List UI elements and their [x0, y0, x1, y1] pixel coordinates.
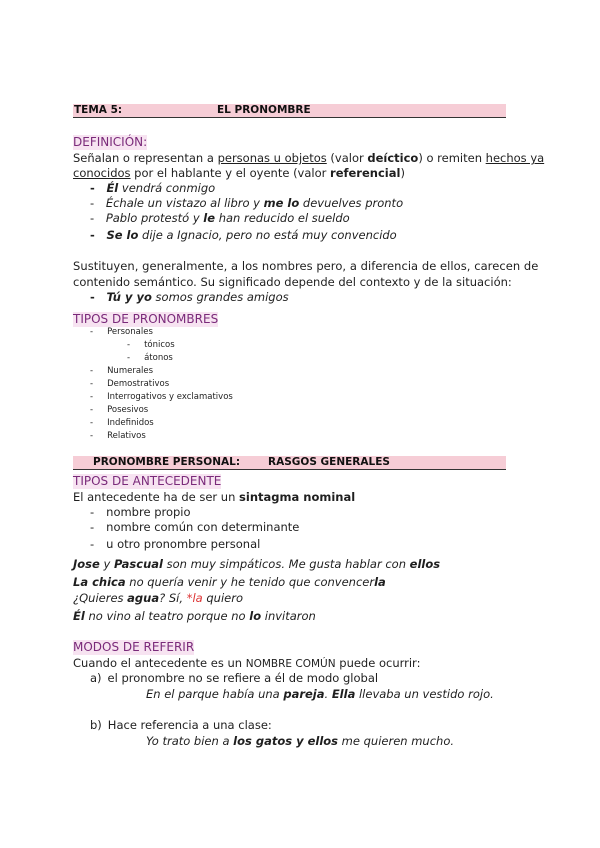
modos-example-b: Yo trato bien a los gatos y ellos me quieren mucho. — [146, 734, 455, 748]
page-title: EL PRONOMBRE — [217, 104, 311, 116]
definicion-example-2: - Échale un vistazo al libro y me lo devuelves pronto — [90, 196, 404, 210]
tipos-item-indefinidos: - Indefinidos — [90, 418, 154, 428]
tipos-item-posesivos: - Posesivos — [90, 405, 149, 415]
antecedente-heading: TIPOS DE ANTECEDENTE — [73, 474, 222, 488]
tipos-heading: TIPOS DE PRONOMBRES — [73, 312, 219, 326]
antecedente-example-2: La chica no quería venir y he tenido que convencerla — [73, 575, 386, 589]
modos-heading: MODOS DE REFERIR — [73, 640, 195, 654]
definicion-heading: DEFINICIÓN: — [73, 135, 148, 149]
modos-intro: Cuando el antecedente es un NOMBRE COMÚN puede ocurrir: — [73, 656, 421, 670]
tipos-item-relativos: - Relativos — [90, 431, 146, 441]
antecedente-intro: El antecedente ha de ser un sintagma nominal — [73, 490, 356, 504]
tipos-item-atonos: - átonos — [127, 353, 173, 363]
tipos-item-interrogativos: - Interrogativos y exclamativos — [90, 392, 233, 402]
tipos-item-tonicos: - tónicos — [127, 340, 175, 350]
antecedente-example-1: Jose y Pascual son muy simpáticos. Me gusta hablar con ellos — [73, 557, 441, 571]
tipos-item-personales: - Personales — [90, 327, 153, 337]
tipos-item-numerales: - Numerales — [90, 366, 154, 376]
personal-header-right: RASGOS GENERALES — [268, 456, 390, 468]
modos-item-b: b) Hace referencia a una clase: — [90, 718, 272, 732]
tipos-item-demostrativos: - Demostrativos — [90, 379, 170, 389]
definicion-example-4: - Se lo dije a Ignacio, pero no está muy convencido — [90, 228, 397, 242]
personal-header-left: PRONOMBRE PERSONAL: — [93, 456, 241, 468]
antecedente-item-3: - u otro pronombre personal — [90, 537, 261, 551]
sustituyen-line-2: contenido semántico. Su significado depende del contexto y de la situación: — [73, 275, 512, 289]
definicion-line-1: Señalan o representan a personas u objetos (valor deíctico) o remiten hechos ya — [73, 151, 545, 165]
sustituyen-line-1: Sustituyen, generalmente, a los nombres pero, a diferencia de ellos, carecen de — [73, 259, 539, 273]
antecedente-example-3: ¿Quieres agua? Sí, *la quiero — [73, 591, 243, 605]
antecedente-example-4: Él no vino al teatro porque no lo invitaron — [73, 609, 316, 623]
modos-example-a: En el parque había una pareja. Ella llevaba un vestido rojo. — [146, 687, 494, 701]
modos-item-a: a) el pronombre no se refiere a él de modo global — [90, 671, 379, 685]
definicion-line-2: conocidos por el hablante y el oyente (valor referencial) — [73, 166, 405, 180]
antecedente-item-2: - nombre común con determinante — [90, 520, 300, 534]
tema-label: TEMA 5: — [74, 104, 123, 116]
sustituyen-example: - Tú y yo somos grandes amigos — [90, 290, 289, 304]
definicion-example-1: - Él vendrá conmigo — [90, 181, 216, 195]
antecedente-item-1: - nombre propio — [90, 505, 191, 519]
definicion-example-3: - Pablo protestó y le han reducido el sueldo — [90, 211, 350, 225]
